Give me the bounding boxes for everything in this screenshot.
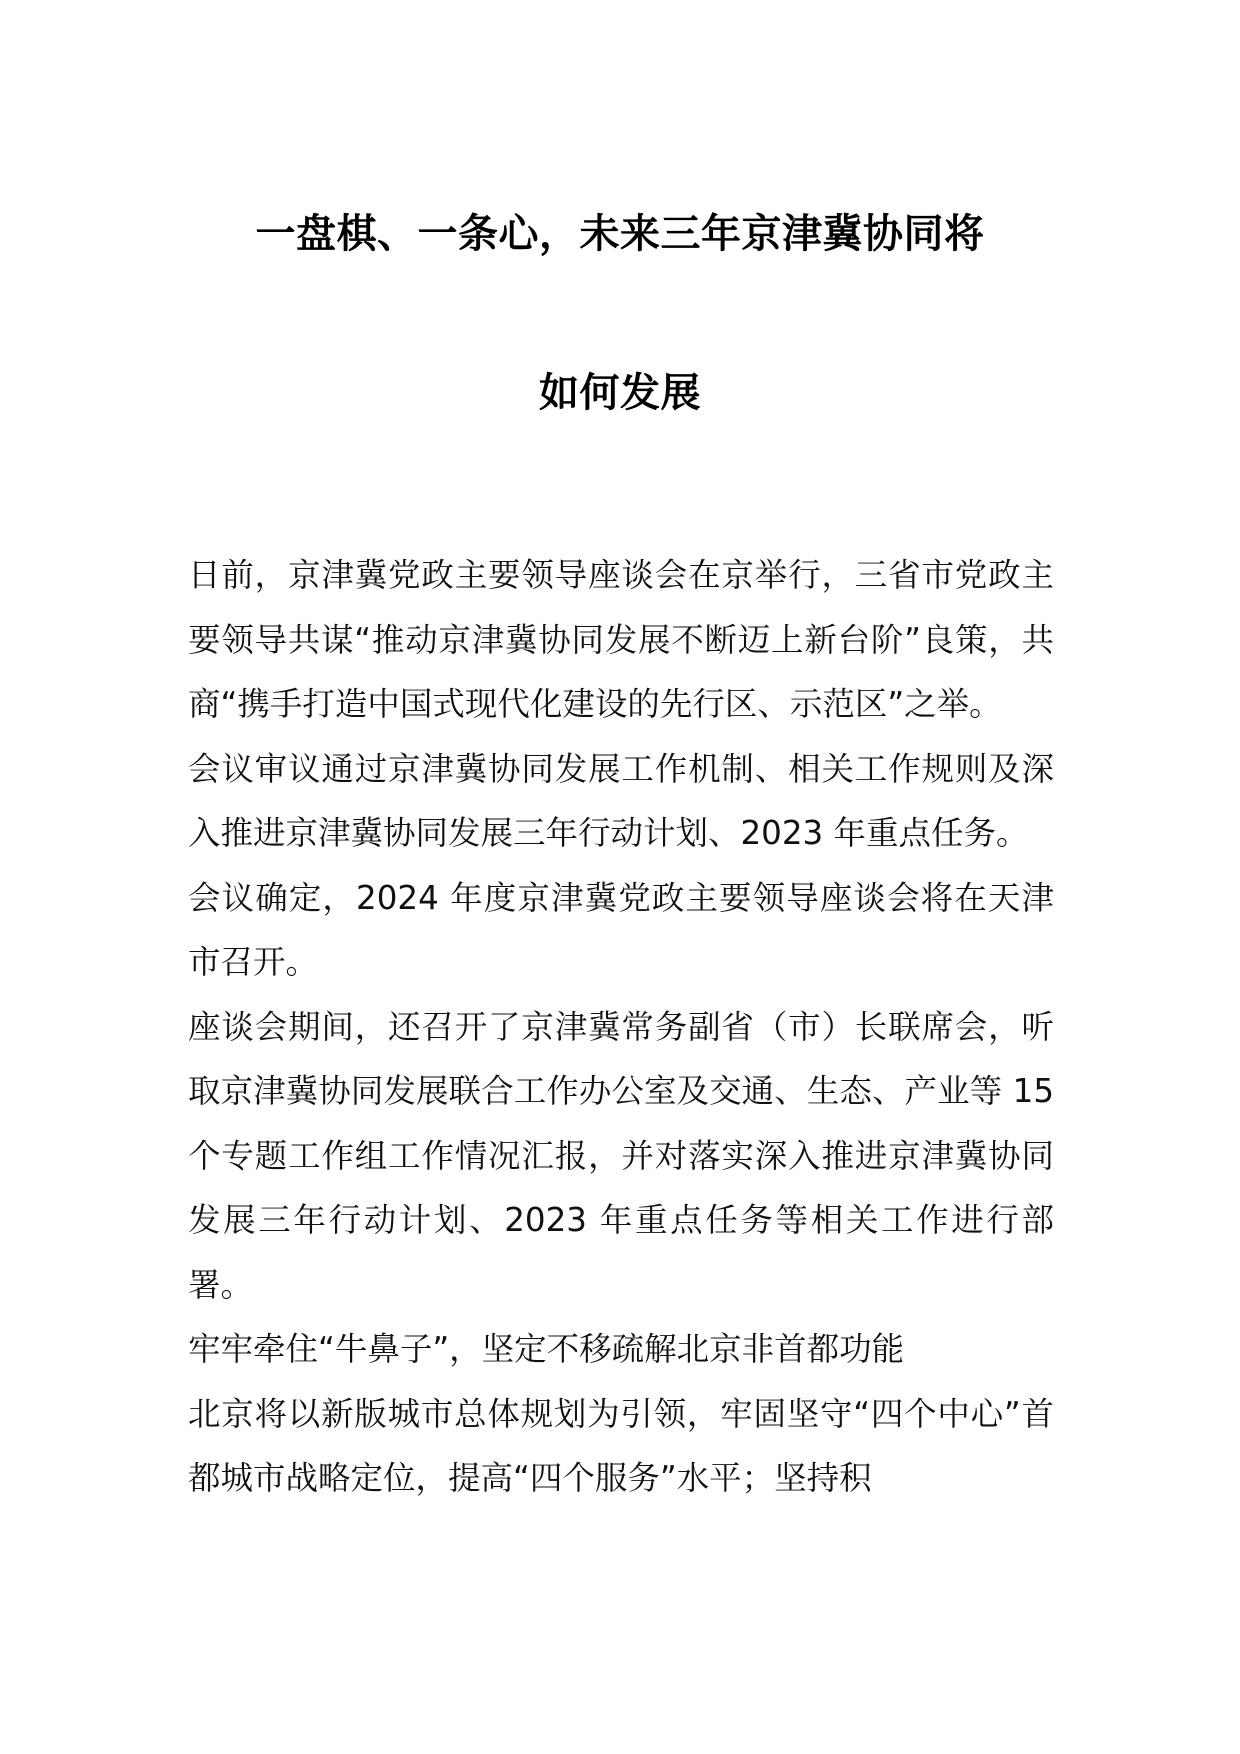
document-title-line-1: 一盘棋、一条心，未来三年京津冀协同将 [255, 211, 985, 257]
paragraph-meeting-review: 会议审议通过京津冀协同发展工作机制、相关工作规则及深入推进京津冀协同发展三年行动计划、2023 年重点任务。 [188, 749, 1054, 852]
section-heading: 牢牢牵住“牛鼻子”，坚定不移疏解北京非首都功能 [188, 1330, 905, 1368]
paragraph-joint-session: 座谈会期间，还召开了京津冀常务副省（市）长联席会，听取京津冀协同发展联合工作办公室及交通、生态、产业等 15 个专题工作组工作情况汇报，并对落实深入推进京津冀协同发展三年行动计划、2023 年重点任务等相关工作进行部署。 [188, 1007, 1054, 1304]
document-title-line-2: 如何发展 [539, 370, 701, 416]
paragraph-beijing-plan: 北京将以新版城市总体规划为引领，牢固坚守“四个中心”首都城市战略定位，提高“四个服务”水平；坚持积 [188, 1394, 1054, 1497]
paragraph-meeting-intro: 日前，京津冀党政主要领导座谈会在京举行，三省市党政主要领导共谋“推动京津冀协同发展不断迈上新台阶”良策，共商“携手打造中国式现代化建设的先行区、示范区”之举。 [188, 556, 1054, 723]
document-body [188, 543, 1054, 1511]
paragraph-next-meeting: 会议确定，2024 年度京津冀党政主要领导座谈会将在天津市召开。 [188, 878, 1054, 981]
